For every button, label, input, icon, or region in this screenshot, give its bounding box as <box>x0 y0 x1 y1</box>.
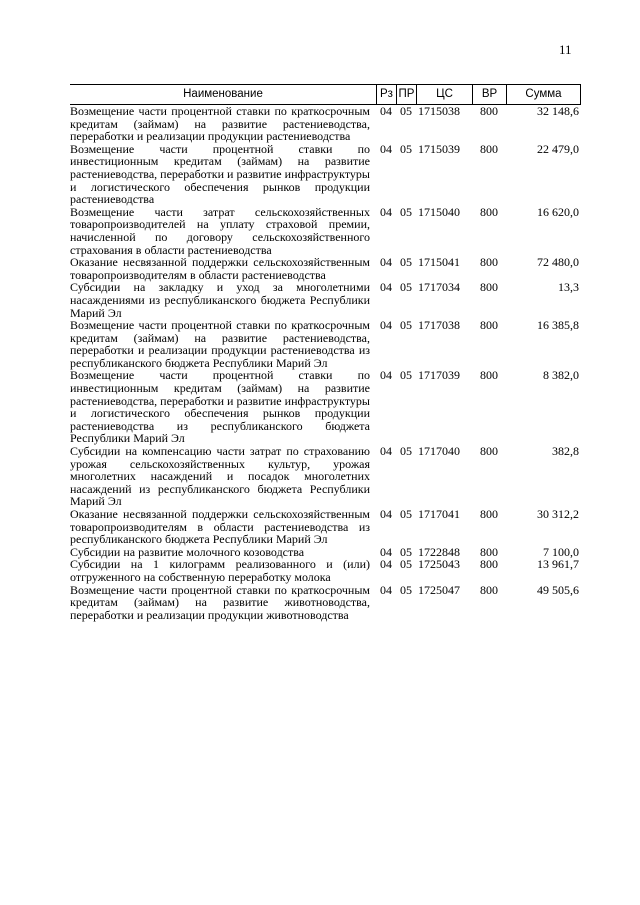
cell-vr: 800 <box>480 444 498 459</box>
cell-pr: 05 <box>400 104 412 118</box>
cell-name: Субсидии на компенсацию части затрат по страхованию урожая сельскохозяйственных культур, урожая многолетних насаждений и посадок многолетних насаждений из республиканского бюджета Республики Марий Эл <box>70 444 370 509</box>
table-row <box>70 508 581 546</box>
cell-pr: 05 <box>400 204 412 219</box>
table-body <box>70 105 581 621</box>
cell-pr: 05 <box>400 507 412 521</box>
cell-name: Возмещение части процентной ставки по краткосрочным кредитам (займам) на развитие растениеводства, переработки и реализации продукции растениеводства <box>70 104 370 144</box>
cell-rz: 04 <box>380 507 392 521</box>
cell-cs: 1715040 <box>418 204 460 219</box>
cell-rz: 04 <box>380 444 392 459</box>
cell-sum: 16 385,8 <box>537 318 579 333</box>
cell-sum: 382,8 <box>552 444 579 459</box>
cell-pr: 05 <box>400 368 412 383</box>
cell-vr: 800 <box>480 507 498 521</box>
table-row <box>70 369 581 445</box>
cell-pr: 05 <box>400 280 412 295</box>
table-row <box>70 281 581 319</box>
header-vr: ВР <box>472 85 506 104</box>
cell-rz: 04 <box>380 141 392 156</box>
page-number: 11 <box>559 42 572 57</box>
cell-pr: 05 <box>400 444 412 459</box>
cell-sum: 22 479,0 <box>537 141 579 156</box>
cell-sum: 7 100,0 <box>543 544 579 559</box>
cell-cs: 1717040 <box>418 444 460 459</box>
cell-rz: 04 <box>380 204 392 219</box>
header-rz: Рз <box>376 85 396 104</box>
header-pr: ПР <box>396 85 416 104</box>
cell-cs: 1715041 <box>418 255 460 270</box>
cell-vr: 800 <box>480 557 498 572</box>
cell-name: Возмещение части процентной ставки по краткосрочным кредитам (займам) на развитие растениеводства, переработки и реализации продукции растениеводства из республиканского бюджета Республики Марий Эл <box>70 318 370 370</box>
table-row <box>70 206 581 256</box>
budget-table <box>70 84 581 621</box>
cell-name: Субсидии на закладку и уход за многолетними насаждениями из республиканского бюджета Республики Марий Эл <box>70 280 370 320</box>
header-sum: Сумма <box>506 85 581 104</box>
cell-vr: 800 <box>480 318 498 333</box>
table-header <box>70 84 581 105</box>
cell-pr: 05 <box>400 141 412 156</box>
cell-vr: 800 <box>480 255 498 270</box>
cell-sum: 8 382,0 <box>543 368 579 383</box>
cell-pr: 05 <box>400 557 412 572</box>
cell-cs: 1717039 <box>418 368 460 383</box>
cell-pr: 05 <box>400 544 412 559</box>
cell-pr: 05 <box>400 582 412 597</box>
cell-cs: 1717041 <box>418 507 460 521</box>
cell-rz: 04 <box>380 318 392 333</box>
cell-name: Возмещение части процентной ставки по краткосрочным кредитам (займам) на развитие животноводства, переработки и реализации продукции животноводства <box>70 582 370 622</box>
cell-name: Возмещение части затрат сельскохозяйственных товаропроизводителей на уплату страховой премии, начисленной по договору сельскохозяйственного страхования в области растениеводства <box>70 204 370 257</box>
header-name: Наименование <box>183 88 263 101</box>
cell-cs: 1715038 <box>418 104 460 118</box>
cell-rz: 04 <box>380 104 392 118</box>
cell-vr: 800 <box>480 368 498 383</box>
cell-vr: 800 <box>480 280 498 295</box>
table-row <box>70 143 581 206</box>
table-row <box>70 445 581 508</box>
cell-rz: 04 <box>380 582 392 597</box>
cell-name: Субсидии на развитие молочного козоводства <box>70 544 305 559</box>
cell-rz: 04 <box>380 557 392 572</box>
cell-cs: 1725043 <box>418 557 460 572</box>
table-row <box>70 105 581 143</box>
table-row <box>70 558 581 583</box>
cell-sum: 13 961,7 <box>537 557 579 572</box>
cell-pr: 05 <box>400 255 412 270</box>
cell-cs: 1722848 <box>418 544 460 559</box>
cell-vr: 800 <box>480 582 498 597</box>
cell-sum: 32 148,6 <box>537 104 579 118</box>
cell-pr: 05 <box>400 318 412 333</box>
table-row <box>70 256 581 281</box>
cell-cs: 1717038 <box>418 318 460 333</box>
cell-rz: 04 <box>380 280 392 295</box>
cell-sum: 49 505,6 <box>537 582 579 597</box>
cell-cs: 1715039 <box>418 141 460 156</box>
table-row <box>70 319 581 369</box>
cell-vr: 800 <box>480 204 498 219</box>
cell-rz: 04 <box>380 255 392 270</box>
cell-cs: 1717034 <box>418 280 460 295</box>
cell-name: Возмещение части процентной ставки по инвестиционным кредитам (займам) на развитие растениеводства, переработки и развитие инфраструктуры и логистического обеспечения рынков продукции растениеводства из республиканского бюджета Республики Марий Эл <box>70 368 370 446</box>
cell-vr: 800 <box>480 544 498 559</box>
cell-sum: 72 480,0 <box>537 255 579 270</box>
table-row <box>70 584 581 622</box>
cell-sum: 13,3 <box>558 280 579 295</box>
cell-sum: 16 620,0 <box>537 204 579 219</box>
cell-name: Оказание несвязанной поддержки сельскохозяйственным товаропроизводителям в области растениеводства <box>70 255 370 282</box>
cell-sum: 30 312,2 <box>537 507 579 521</box>
cell-cs: 1725047 <box>418 582 460 597</box>
header-cs: ЦС <box>416 85 472 104</box>
cell-vr: 800 <box>480 141 498 156</box>
cell-vr: 800 <box>480 104 498 118</box>
cell-name: Оказание несвязанной поддержки сельскохозяйственным товаропроизводителям в области растениеводства из республиканского бюджета Республики Марий Эл <box>70 507 370 547</box>
cell-name: Возмещение части процентной ставки по инвестиционным кредитам (займам) на развитие растениеводства, переработки и развитие инфраструктуры и логистического обеспечения рынков продукции растениеводства <box>70 141 370 207</box>
cell-name: Субсидии на 1 килограмм реализованного и (или) отгруженного на собственную переработку молока <box>70 557 370 584</box>
cell-rz: 04 <box>380 368 392 383</box>
cell-rz: 04 <box>380 544 392 559</box>
